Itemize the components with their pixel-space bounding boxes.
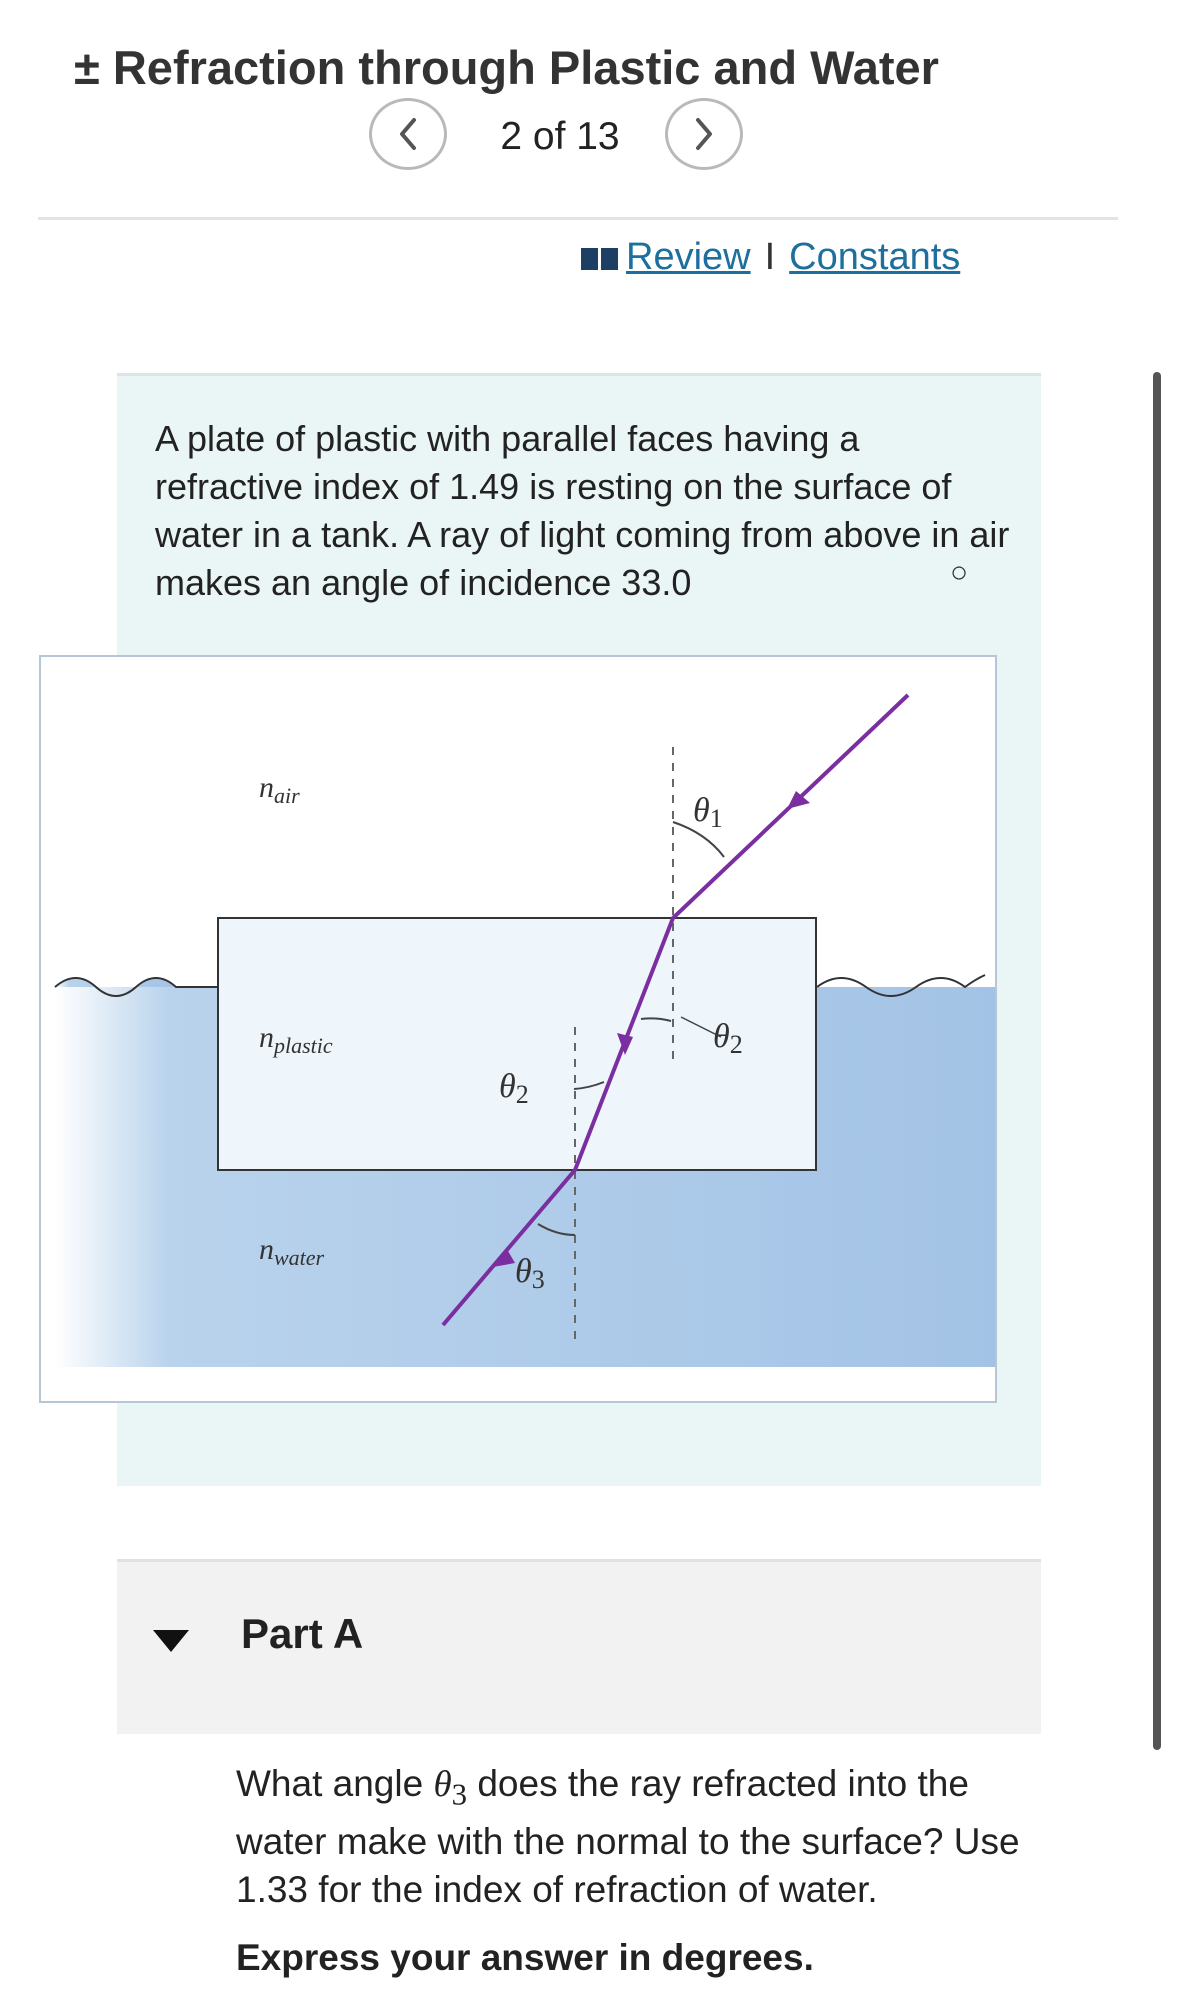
refraction-figure	[39, 655, 997, 1403]
part-a-header[interactable]	[117, 1559, 1041, 1734]
degree-symbol: ○	[950, 556, 969, 589]
resource-links	[580, 236, 960, 286]
label-theta2-left: θ2	[499, 1068, 529, 1109]
title-text: Refraction through Plastic and Water	[112, 41, 939, 94]
next-button[interactable]	[665, 98, 743, 170]
scrollbar[interactable]	[1153, 372, 1161, 1750]
part-a-title: Part A	[241, 1610, 364, 1657]
chevron-left-icon	[396, 116, 420, 152]
label-n-water: $n_{water}$	[259, 1233, 325, 1270]
question-start: What angle	[236, 1763, 434, 1804]
constants-link[interactable]: Constants	[789, 236, 961, 278]
review-link-label: Review	[626, 236, 751, 278]
page-title	[74, 40, 1074, 95]
pager	[0, 95, 1179, 181]
review-link[interactable]	[580, 236, 751, 278]
label-theta1: θ1	[693, 792, 723, 833]
problem-text: A plate of plastic with parallel faces having a refractive index of 1.49 is resting on the surface of water in a tank. A ray of light coming from above in air makes an angle of incidence 33.0	[155, 418, 1010, 603]
question-end: does the ray refracted into the water make with the normal to the surface? Use 1.33 for the index of refraction of water.	[236, 1763, 1020, 1911]
book-icon	[580, 246, 620, 272]
page-counter: 2 of 13	[500, 115, 620, 158]
label-n-plastic: $n_{plastic}$	[259, 1021, 333, 1058]
caret-down-icon	[153, 1630, 189, 1652]
header-divider	[38, 217, 1118, 220]
refraction-diagram	[41, 657, 999, 1405]
title-prefix: ±	[74, 41, 100, 94]
theta-subscript: 3	[451, 1777, 468, 1812]
label-theta2-right: θ2	[713, 1018, 743, 1059]
link-separator: I	[764, 236, 776, 278]
theta-symbol: θ	[433, 1764, 452, 1805]
previous-button[interactable]	[369, 98, 447, 170]
question-text	[236, 1760, 1036, 1914]
label-theta3: θ3	[515, 1253, 545, 1294]
chevron-right-icon	[692, 116, 716, 152]
answer-instructions: Express your answer in degrees.	[236, 1937, 814, 1978]
label-n-air: $n_{air}$	[259, 771, 300, 808]
